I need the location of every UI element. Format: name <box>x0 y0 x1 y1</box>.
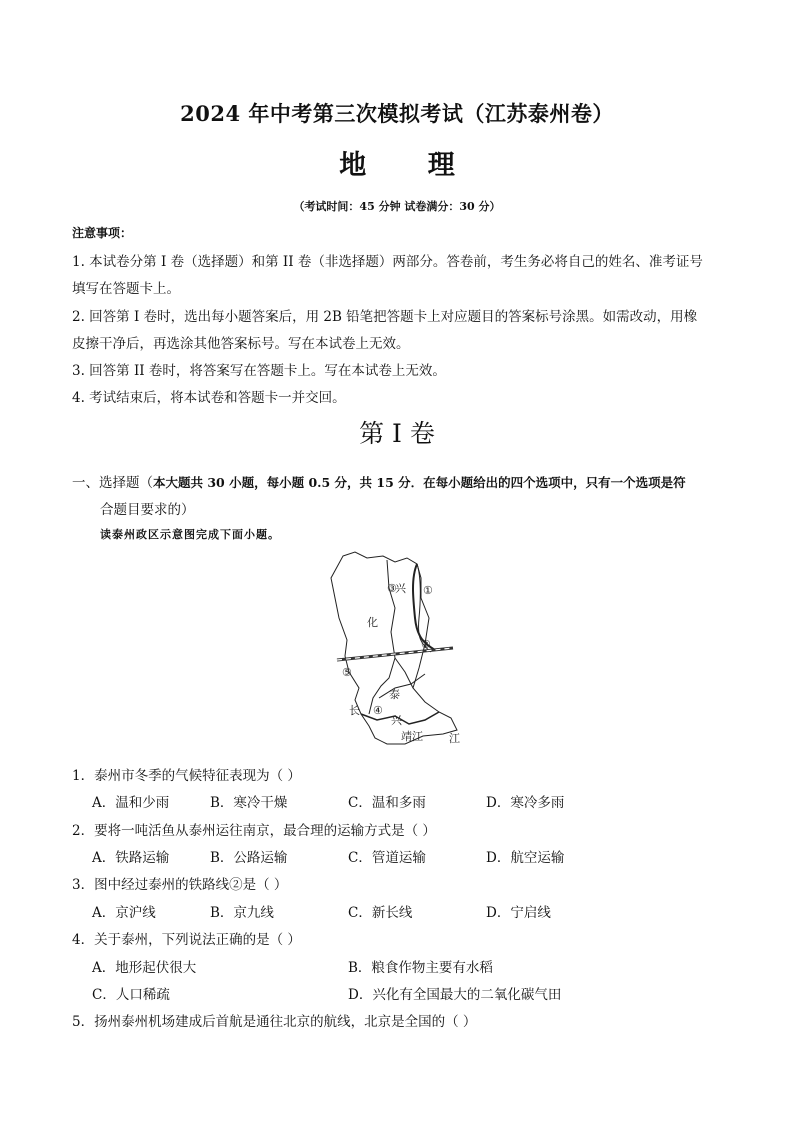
map-label: ② <box>421 638 431 651</box>
map-intro: 读泰州政区示意图完成下面小题。 <box>100 528 280 541</box>
note-line: 2. 回答第 I 卷时，选出每小题答案后，用 2B 铅笔把答题卡上对应题目的答案标号涂黑。如需改动，用橡 <box>72 309 698 325</box>
question-option: A．温和少雨 <box>92 795 170 811</box>
section-heading <box>72 471 686 491</box>
note-line: 1. 本试卷分第 I 卷（选择题）和第 II 卷（非选择题）两部分。答卷前，考生务必将自己的姓名、准考证号 <box>72 254 703 270</box>
taizhou-map <box>325 548 465 748</box>
map-label: ④ <box>373 704 383 717</box>
question-option: C．温和多雨 <box>348 795 426 811</box>
map-label: ① <box>423 584 433 597</box>
exam-title: 2024 年中考第三次模拟考试（江苏泰州卷） <box>180 101 614 126</box>
map-label: 兴 <box>391 714 402 727</box>
question-option: D．寒冷多雨 <box>486 795 565 811</box>
map-label: 兴 <box>395 582 406 595</box>
question-option: D．宁启线 <box>486 905 551 921</box>
question-stem: 5．扬州泰州机场建成后首航是通往北京的航线，北京是全国的（ ） <box>72 1014 477 1030</box>
question-option: A．铁路运输 <box>92 850 170 866</box>
map-label: 长 <box>349 704 360 717</box>
question-option: C．人口稀疏 <box>92 987 170 1003</box>
question-option: A．京沪线 <box>92 905 156 921</box>
section-heading-bold: 本大题共 30 小题，每小题 0.5 分，共 15 分．在每小题给出的四个选项中，只有一个选项是符 <box>153 475 686 490</box>
inner-boundary <box>395 658 413 688</box>
question-option: C．管道运输 <box>348 850 426 866</box>
map-label: ⑤ <box>342 666 352 679</box>
exam-meta: （考试时间：45 分钟 试卷满分：30 分） <box>293 200 501 213</box>
map-label: 泰 <box>389 688 400 701</box>
note-line: 3. 回答第 II 卷时，将答案写在答题卡上。写在本试卷上无效。 <box>72 363 446 379</box>
map-label: 靖江 <box>401 730 423 743</box>
map-label: 江 <box>449 732 460 745</box>
question-option: B．公路运输 <box>210 850 288 866</box>
question-option: A．地形起伏很大 <box>92 960 197 976</box>
subject-title: 地 理 <box>339 150 481 181</box>
question-option: D．兴化有全国最大的二氧化碳气田 <box>348 987 562 1003</box>
section-heading-line2: 合题目要求的） <box>100 502 195 518</box>
note-line: 皮擦干净后，再选涂其他答案标号。写在本试卷上无效。 <box>72 336 410 352</box>
question-option: B．粮食作物主要有水稻 <box>348 960 493 976</box>
question-option: B．京九线 <box>210 905 274 921</box>
question-stem: 4．关于泰州，下列说法正确的是（ ） <box>72 932 301 948</box>
map-label: ③ <box>387 582 397 595</box>
question-option: C．新长线 <box>348 905 413 921</box>
map-label: 化 <box>367 616 378 629</box>
notes-heading: 注意事项： <box>72 226 133 240</box>
section-heading-prefix: 一、选择题（ <box>72 475 153 491</box>
question-option: D．航空运输 <box>486 850 565 866</box>
question-stem: 3．图中经过泰州的铁路线②是（ ） <box>72 877 288 893</box>
note-line: 4. 考试结束后，将本试卷和答题卡一并交回。 <box>72 390 346 406</box>
question-option: B．寒冷干燥 <box>210 795 288 811</box>
note-line: 填写在答题卡上。 <box>72 281 180 297</box>
question-stem: 2．要将一吨活鱼从泰州运往南京，最合理的运输方式是（ ） <box>72 823 436 839</box>
section-title: 第 I 卷 <box>359 419 435 448</box>
question-stem: 1．泰州市冬季的气候特征表现为（ ） <box>72 768 301 784</box>
